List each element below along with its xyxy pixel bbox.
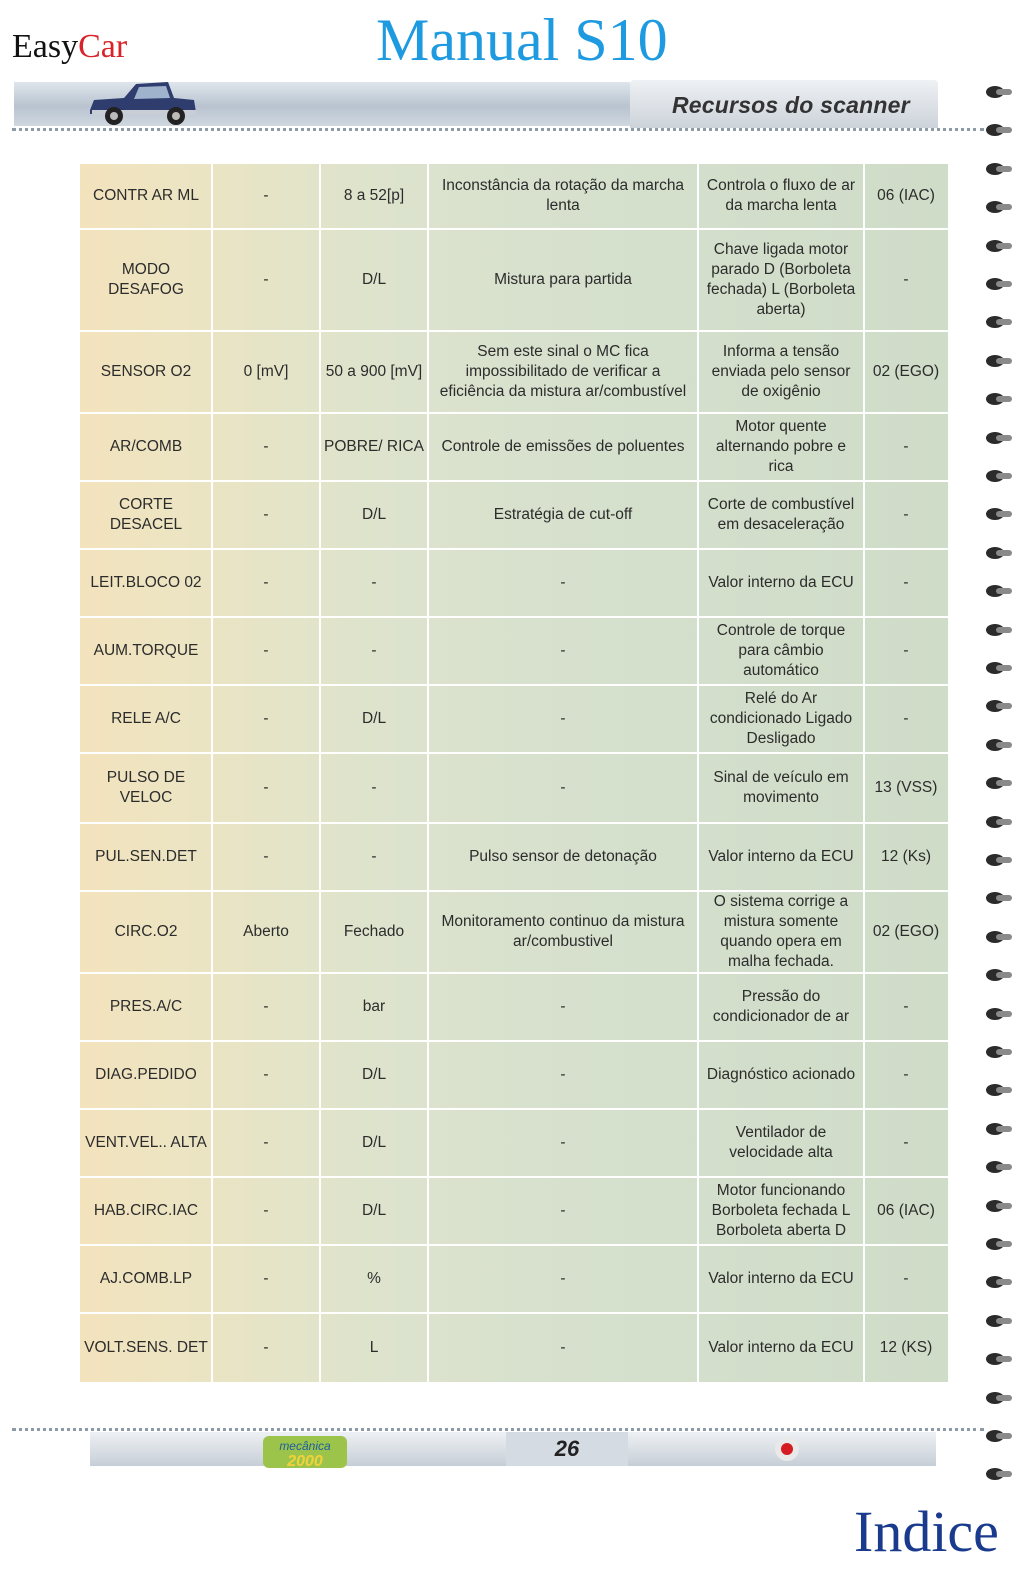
pickup-truck-icon: [84, 72, 200, 130]
column-divider: [863, 164, 865, 1384]
spiral-ring: [984, 1121, 1014, 1137]
cell-code: -: [903, 710, 909, 727]
brand-easy: Easy: [12, 28, 79, 65]
spiral-ring: [984, 276, 1014, 292]
cell-name: AJ.COMB.LP: [99, 1270, 193, 1287]
cell-code: 02 (EGO): [872, 363, 940, 380]
cell-code: -: [903, 1134, 909, 1151]
cell-symptom: -: [560, 642, 566, 659]
cell-code: -: [903, 642, 909, 659]
cell-min: -: [263, 1134, 269, 1151]
spiral-ring: [984, 1351, 1014, 1367]
record-icon: [774, 1436, 800, 1462]
cell-desc: Motor funcionando Borboleta fechada L Borboleta aberta D: [711, 1182, 851, 1239]
cell-max: 50 a 900 [mV]: [325, 363, 423, 380]
spiral-ring: [984, 1198, 1014, 1214]
cell-code: 12 (KS): [879, 1339, 933, 1356]
page-title: Manual S10: [376, 7, 668, 73]
indice-link[interactable]: Indice: [854, 1499, 999, 1564]
cell-symptom: Estratégia de cut-off: [493, 506, 633, 523]
spiral-ring: [984, 1390, 1014, 1406]
brand-logo: [12, 28, 127, 66]
cell-desc: Valor interno da ECU: [708, 1270, 854, 1287]
cell-min: -: [263, 1339, 269, 1356]
cell-code: -: [903, 1066, 909, 1083]
cell-min: -: [263, 506, 269, 523]
spiral-ring: [984, 1044, 1014, 1060]
cell-code: -: [903, 1270, 909, 1287]
cell-name: PULSO DE VELOC: [106, 769, 186, 806]
spiral-ring: [984, 468, 1014, 484]
cell-max: D/L: [361, 1066, 387, 1083]
cell-min: Aberto: [243, 923, 289, 940]
cell-max: -: [371, 779, 377, 796]
cell-code: 06 (IAC): [877, 1202, 935, 1219]
cell-name: CIRC.O2: [114, 923, 178, 940]
cell-max: Fechado: [343, 923, 405, 940]
cell-min: -: [263, 438, 269, 455]
cell-symptom: -: [560, 1134, 566, 1151]
spiral-ring: [984, 698, 1014, 714]
cell-symptom: -: [560, 1202, 566, 1219]
spiral-ring: [984, 199, 1014, 215]
cell-name: HAB.CIRC.IAC: [93, 1202, 199, 1219]
cell-symptom: -: [560, 1270, 566, 1287]
cell-max: bar: [362, 998, 386, 1015]
spiral-ring: [984, 1428, 1014, 1444]
cell-code: -: [903, 438, 909, 455]
spiral-ring: [984, 430, 1014, 446]
section-tab: [630, 80, 938, 128]
spiral-ring: [984, 84, 1014, 100]
cell-name: AR/COMB: [109, 438, 183, 455]
cell-max: -: [371, 642, 377, 659]
cell-max: D/L: [361, 710, 387, 727]
spiral-ring: [984, 1082, 1014, 1098]
spiral-ring: [984, 353, 1014, 369]
cell-min: -: [263, 1270, 269, 1287]
cell-code: -: [903, 506, 909, 523]
cell-name: VENT.VEL.. ALTA: [85, 1134, 207, 1151]
cell-symptom: -: [560, 998, 566, 1015]
spiral-ring: [984, 122, 1014, 138]
header-divider: [12, 128, 984, 131]
cell-code: -: [903, 998, 909, 1015]
cell-name: VOLT.SENS. DET: [84, 1339, 208, 1356]
cell-symptom: Mistura para partida: [494, 271, 632, 288]
cell-min: -: [263, 1066, 269, 1083]
cell-symptom: Controle de emissões de poluentes: [441, 438, 685, 455]
cell-desc: Chave ligada motor parado D (Borboleta fechada) L (Borboleta aberta): [706, 241, 856, 318]
spiral-ring: [984, 890, 1014, 906]
cell-desc: Pressão do condicionador de ar: [712, 988, 850, 1025]
cell-min: -: [263, 271, 269, 288]
cell-code: -: [903, 574, 909, 591]
spiral-ring: [984, 1006, 1014, 1022]
cell-max: D/L: [361, 271, 387, 288]
spiral-ring: [984, 314, 1014, 330]
cell-min: -: [263, 779, 269, 796]
spiral-ring: [984, 1313, 1014, 1329]
logo-text-bottom: 2000: [287, 1453, 323, 1470]
cell-min: -: [263, 848, 269, 865]
cell-max: 8 a 52[p]: [343, 187, 405, 204]
spiral-ring: [984, 238, 1014, 254]
cell-symptom: -: [560, 1066, 566, 1083]
cell-name: PUL.SEN.DET: [95, 848, 197, 865]
spiral-ring: [984, 929, 1014, 945]
cell-name: MODO DESAFOG: [108, 261, 184, 298]
cell-symptom: -: [560, 1339, 566, 1356]
page-number: 26: [554, 1436, 580, 1461]
brand-car: Car: [78, 28, 128, 65]
cell-symptom: Inconstância da rotação da marcha lenta: [441, 177, 685, 214]
cell-min: -: [263, 187, 269, 204]
cell-symptom: Pulso sensor de detonação: [469, 848, 657, 865]
spiral-ring: [984, 545, 1014, 561]
cell-desc: Valor interno da ECU: [708, 574, 854, 591]
cell-desc: O sistema corrige a mistura somente quando opera em malha fechada.: [713, 893, 849, 970]
cell-symptom: Sem este sinal o MC fica impossibilitado de verificar a eficiência da mistura ar/combustível: [439, 343, 687, 400]
column-divider: [319, 164, 321, 1384]
cell-min: -: [263, 710, 269, 727]
cell-symptom: Monitoramento continuo da mistura ar/combustivel: [441, 913, 685, 950]
cell-max: -: [371, 848, 377, 865]
cell-name: CONTR AR ML: [93, 187, 199, 204]
cell-max: L: [369, 1339, 379, 1356]
cell-code: 13 (VSS): [874, 779, 938, 796]
cell-desc: Valor interno da ECU: [708, 1339, 854, 1356]
spiral-ring: [984, 737, 1014, 753]
cell-desc: Sinal de veículo em movimento: [713, 769, 849, 806]
cell-desc: Controle de torque para câmbio automático: [716, 622, 846, 679]
cell-desc: Relé do Ar condicionado Ligado Desligado: [709, 690, 853, 747]
cell-code: -: [903, 271, 909, 288]
cell-max: %: [367, 1270, 381, 1287]
spiral-ring: [984, 622, 1014, 638]
cell-name: AUM.TORQUE: [93, 642, 199, 659]
spiral-ring: [984, 967, 1014, 983]
spiral-ring: [984, 814, 1014, 830]
cell-name: CORTE DESACEL: [109, 496, 183, 533]
cell-name: SENSOR O2: [100, 363, 192, 380]
cell-symptom: -: [560, 574, 566, 591]
spiral-ring: [984, 1236, 1014, 1252]
spiral-ring: [984, 391, 1014, 407]
footer-divider: [12, 1428, 984, 1431]
cell-desc: Ventilador de velocidade alta: [729, 1124, 833, 1161]
cell-desc: Valor interno da ECU: [708, 848, 854, 865]
cell-name: PRES.A/C: [109, 998, 183, 1015]
cell-max: D/L: [361, 1134, 387, 1151]
column-divider: [211, 164, 213, 1384]
section-title: Recursos do scanner: [672, 92, 910, 118]
cell-desc: Diagnóstico acionado: [706, 1066, 856, 1083]
spiral-ring: [984, 660, 1014, 676]
spiral-ring: [984, 1159, 1014, 1175]
cell-code: 02 (EGO): [872, 923, 940, 940]
cell-min: -: [263, 1202, 269, 1219]
cell-min: -: [263, 998, 269, 1015]
logo-text-top: mecânica: [279, 1439, 331, 1453]
cell-desc: Motor quente alternando pobre e rica: [715, 418, 847, 475]
cell-min: -: [263, 642, 269, 659]
cell-code: 12 (Ks): [881, 848, 931, 865]
cell-symptom: -: [560, 779, 566, 796]
spiral-ring: [984, 161, 1014, 177]
scanner-table: [80, 164, 948, 1384]
spiral-ring: [984, 1274, 1014, 1290]
spiral-ring: [984, 1466, 1014, 1482]
column-divider: [697, 164, 699, 1384]
spiral-ring: [984, 852, 1014, 868]
column-divider: [427, 164, 429, 1384]
cell-max: POBRE/ RICA: [324, 438, 424, 455]
cell-name: DIAG.PEDIDO: [95, 1066, 197, 1083]
cell-desc: Informa a tensão enviada pelo sensor de oxigênio: [711, 343, 851, 400]
cell-desc: Corte de combustível em desaceleração: [707, 496, 855, 533]
cell-name: LEIT.BLOCO 02: [90, 574, 202, 591]
spiral-ring: [984, 775, 1014, 791]
spiral-ring: [984, 506, 1014, 522]
mecanica-2000-logo: [255, 1428, 355, 1476]
cell-desc: Controla o fluxo de ar da marcha lenta: [706, 177, 856, 214]
cell-symptom: -: [560, 710, 566, 727]
cell-min: -: [263, 574, 269, 591]
cell-max: D/L: [361, 506, 387, 523]
cell-max: -: [371, 574, 377, 591]
cell-max: D/L: [361, 1202, 387, 1219]
cell-code: 06 (IAC): [877, 187, 935, 204]
cell-name: RELE A/C: [111, 710, 181, 727]
cell-min: 0 [mV]: [243, 363, 289, 380]
spiral-ring: [984, 583, 1014, 599]
